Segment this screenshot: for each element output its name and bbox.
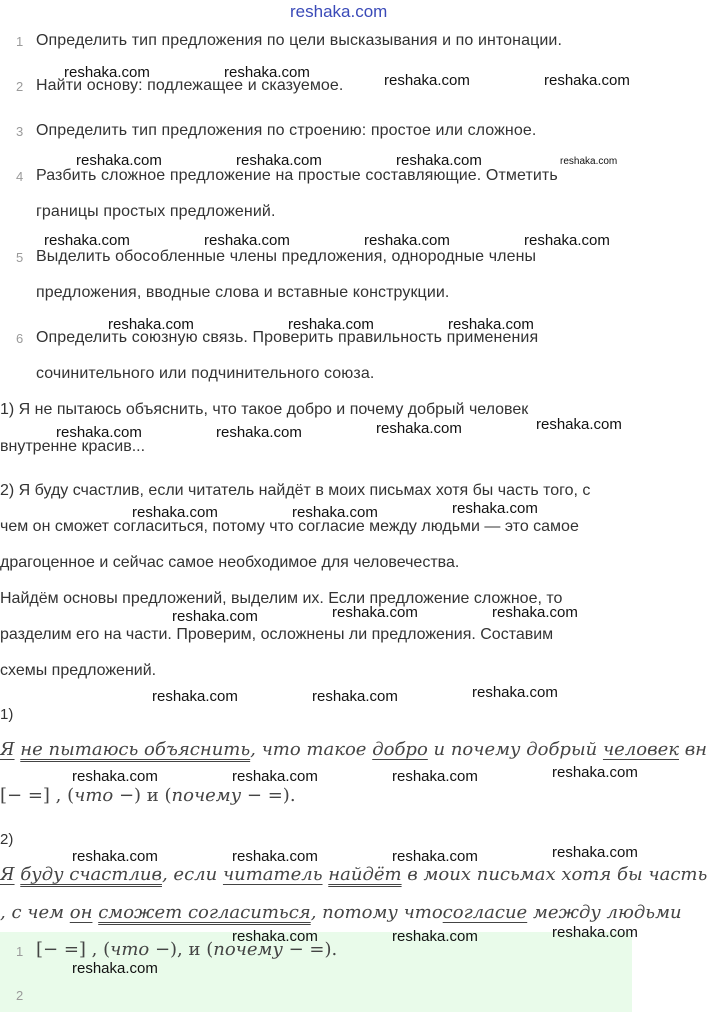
analysis-2-label: 2): [0, 831, 14, 848]
answer-row-number: 1: [16, 944, 24, 959]
plain-text: , потому что: [310, 902, 443, 923]
plain-text: вн: [678, 739, 707, 760]
step-number: 3: [16, 124, 24, 139]
scheme-conjunction: почему: [171, 785, 242, 806]
scheme-part: −), и (: [149, 939, 214, 960]
watermark: reshaka.com: [76, 152, 162, 169]
watermark: reshaka.com: [364, 232, 450, 249]
watermark: reshaka.com: [392, 928, 478, 945]
subject-word: добро: [372, 739, 428, 760]
watermark: reshaka.com: [544, 72, 630, 89]
watermark: reshaka.com: [172, 608, 258, 625]
watermark: reshaka.com: [472, 684, 558, 701]
analysis-1-sentence: [0, 739, 707, 760]
step-text: Выделить обособленные члены предложения, однородные члены: [36, 248, 537, 265]
step-number: 5: [16, 250, 24, 265]
scheme-part: − =).: [241, 785, 296, 806]
sentence-1-line-2: внутренне красив...: [0, 438, 146, 455]
instruction-line-1: Найдём основы предложений, выделим их. Если предложение сложное, то: [0, 590, 563, 607]
watermark: reshaka.com: [292, 504, 378, 521]
watermark: reshaka.com: [312, 688, 398, 705]
step-text: Определить тип предложения по цели высказывания и по интонации.: [36, 32, 562, 49]
plain-text: и почему добрый: [427, 739, 598, 760]
watermark: reshaka.com: [452, 500, 538, 517]
plain-text: , с чем: [0, 902, 65, 923]
analysis-1-scheme: [0, 785, 296, 806]
step-text: Разбить сложное предложение на простые составляющие. Отметить: [36, 167, 558, 184]
scheme-part: [− =] , (: [0, 785, 75, 806]
watermark: reshaka.com: [560, 156, 618, 167]
scheme-part: −) и (: [113, 785, 172, 806]
sentence-1-line-1: 1) Я не пытаюсь объяснить, что такое добро и почему добрый человек: [0, 401, 529, 418]
step-text: предложения, вводные слова и вставные конструкции.: [36, 284, 450, 301]
watermark: reshaka.com: [108, 316, 194, 333]
watermark: reshaka.com: [72, 768, 158, 785]
sentence-2-line-2: чем он сможет согласиться, потому что согласие между людьми — это самое: [0, 518, 579, 535]
step-number: 1: [16, 34, 24, 49]
step-text: сочинительного или подчинительного союза.: [36, 365, 375, 382]
watermark: reshaka.com: [376, 420, 462, 437]
watermark: reshaka.com: [232, 928, 318, 945]
watermark: reshaka.com: [384, 72, 470, 89]
watermark: reshaka.com: [216, 424, 302, 441]
step-number: 6: [16, 331, 24, 346]
watermark: reshaka.com: [204, 232, 290, 249]
watermark: reshaka.com: [536, 416, 622, 433]
watermark: reshaka.com: [72, 848, 158, 865]
predicate-word: не пытаюсь объяснить: [20, 739, 251, 760]
scheme-conjunction: что: [74, 785, 114, 806]
step-text: Определить союзную связь. Проверить правильность применения: [36, 329, 539, 346]
predicate-word: сможет согласиться: [98, 902, 311, 923]
instruction-line-2: разделим его на части. Проверим, осложнены ли предложения. Составим: [0, 626, 554, 643]
sentence-2-line-3: драгоценное и сейчас самое необходимое для человечества.: [0, 554, 460, 571]
watermark: reshaka.com: [552, 764, 638, 781]
watermark: reshaka.com: [448, 316, 534, 333]
watermark: reshaka.com: [72, 960, 158, 977]
predicate-word: буду счастлив: [20, 864, 162, 885]
watermark: reshaka.com: [332, 604, 418, 621]
watermark: reshaka.com: [224, 64, 310, 81]
step-text: границы простых предложений.: [36, 203, 276, 220]
subject-word: согласие: [442, 902, 528, 923]
watermark: reshaka.com: [552, 844, 638, 861]
answer-row-number: 2: [16, 988, 24, 1003]
analysis-2-line-2: [0, 902, 682, 923]
watermark: reshaka.com: [44, 232, 130, 249]
subject-word: он: [69, 902, 93, 923]
plain-text: , если: [161, 864, 218, 885]
scheme-conjunction: почему: [213, 939, 283, 960]
plain-text: , что такое: [250, 739, 367, 760]
watermark: reshaka.com: [492, 604, 578, 621]
scheme-part: − =).: [282, 939, 338, 960]
watermark: reshaka.com: [288, 316, 374, 333]
sentence-2-line-1: 2) Я буду счастлив, если читатель найдёт в моих письмах хотя бы часть того, с: [0, 482, 591, 499]
step-text: Определить тип предложения по строению: простое или сложное.: [36, 122, 537, 139]
watermark: reshaka.com: [236, 152, 322, 169]
plain-text: в моих письмах хотя бы часть: [401, 864, 707, 885]
subject-word: человек: [602, 739, 679, 760]
watermark: reshaka.com: [552, 924, 638, 941]
watermark: reshaka.com: [64, 64, 150, 81]
watermark: reshaka.com: [132, 504, 218, 521]
watermark: reshaka.com: [232, 848, 318, 865]
subject-word: читатель: [222, 864, 323, 885]
watermark: reshaka.com: [392, 848, 478, 865]
predicate-word: найдёт: [328, 864, 402, 885]
subject-word: Я: [0, 739, 15, 760]
step-number: 4: [16, 169, 24, 184]
subject-word: Я: [0, 864, 15, 885]
watermark: reshaka.com: [56, 424, 142, 441]
watermark: reshaka.com: [524, 232, 610, 249]
watermark: reshaka.com: [152, 688, 238, 705]
analysis-2-line-1: [0, 864, 707, 885]
scheme-part: [− =] , (: [36, 939, 111, 960]
site-header-link[interactable]: reshaka.com: [290, 2, 388, 21]
watermark: reshaka.com: [396, 152, 482, 169]
plain-text: между людьми: [527, 902, 682, 923]
step-text: Найти основу: подлежащее и сказуемое.: [36, 77, 344, 94]
analysis-1-label: 1): [0, 706, 14, 723]
scheme-conjunction: что: [110, 939, 150, 960]
instruction-line-3: схемы предложений.: [0, 662, 157, 679]
watermark: reshaka.com: [232, 768, 318, 785]
watermark: reshaka.com: [392, 768, 478, 785]
step-number: 2: [16, 79, 24, 94]
